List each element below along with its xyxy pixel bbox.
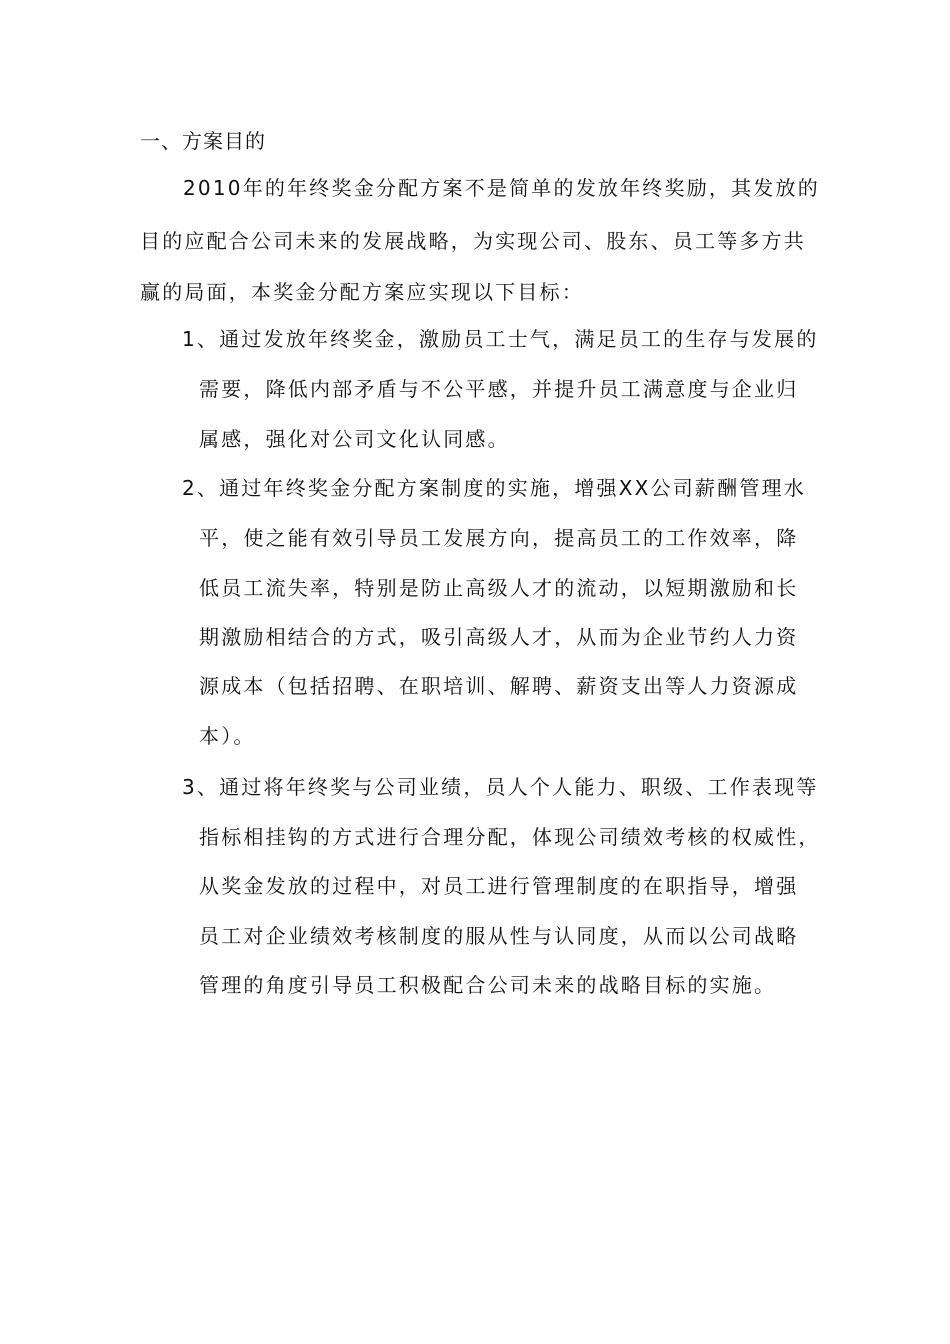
list-item-2-line: 本）。 — [199, 724, 256, 748]
list-item-3-line: 从奖金发放的过程中，对员工进行管理制度的在职指导，增强 — [199, 874, 799, 898]
list-item-2-line: 平，使之能有效引导员工发展方向，提高员工的工作效率，降 — [199, 526, 799, 550]
list-item-2-line: 源成本（包括招聘、在职培训、解聘、薪资支出等人力资源成 — [199, 674, 799, 698]
list-item-3-line: 管理的角度引导员工积极配合公司未来的战略目标的实施。 — [199, 973, 777, 997]
section-heading: 一、方案目的 — [140, 129, 266, 153]
list-item-1-line: 需要，降低内部矛盾与不公平感，并提升员工满意度与企业归 — [199, 377, 799, 401]
list-item-3-line: 3、通过将年终奖与公司业绩，员人个人能力、职级、工作表现等 — [182, 775, 819, 799]
list-item-2-line: 2、通过年终奖金分配方案制度的实施，增强XX公司薪酬管理水 — [182, 476, 806, 500]
intro-paragraph-line: 目的应配合公司未来的发展战略，为实现公司、股东、员工等多方共 — [140, 229, 806, 253]
intro-paragraph-line: 赢的局面，本奖金分配方案应实现以下目标： — [140, 280, 584, 304]
list-item-1-line: 属感，强化对公司文化认同感。 — [199, 427, 510, 451]
list-item-3-line: 员工对企业绩效考核制度的服从性与认同度，从而以公司战略 — [199, 924, 799, 948]
list-item-1-line: 1、通过发放年终奖金，激励员工士气，满足员工的生存与发展的 — [182, 327, 819, 351]
list-item-2-line: 期激励相结合的方式，吸引高级人才，从而为企业节约人力资 — [199, 625, 799, 649]
list-item-3-line: 指标相挂钩的方式进行合理分配，体现公司绩效考核的权威性， — [199, 825, 821, 849]
intro-paragraph-line: 2010年的年终奖金分配方案不是简单的发放年终奖励，其发放的 — [183, 176, 820, 200]
list-item-2-line: 低员工流失率，特别是防止高级人才的流动，以短期激励和长 — [199, 576, 799, 600]
